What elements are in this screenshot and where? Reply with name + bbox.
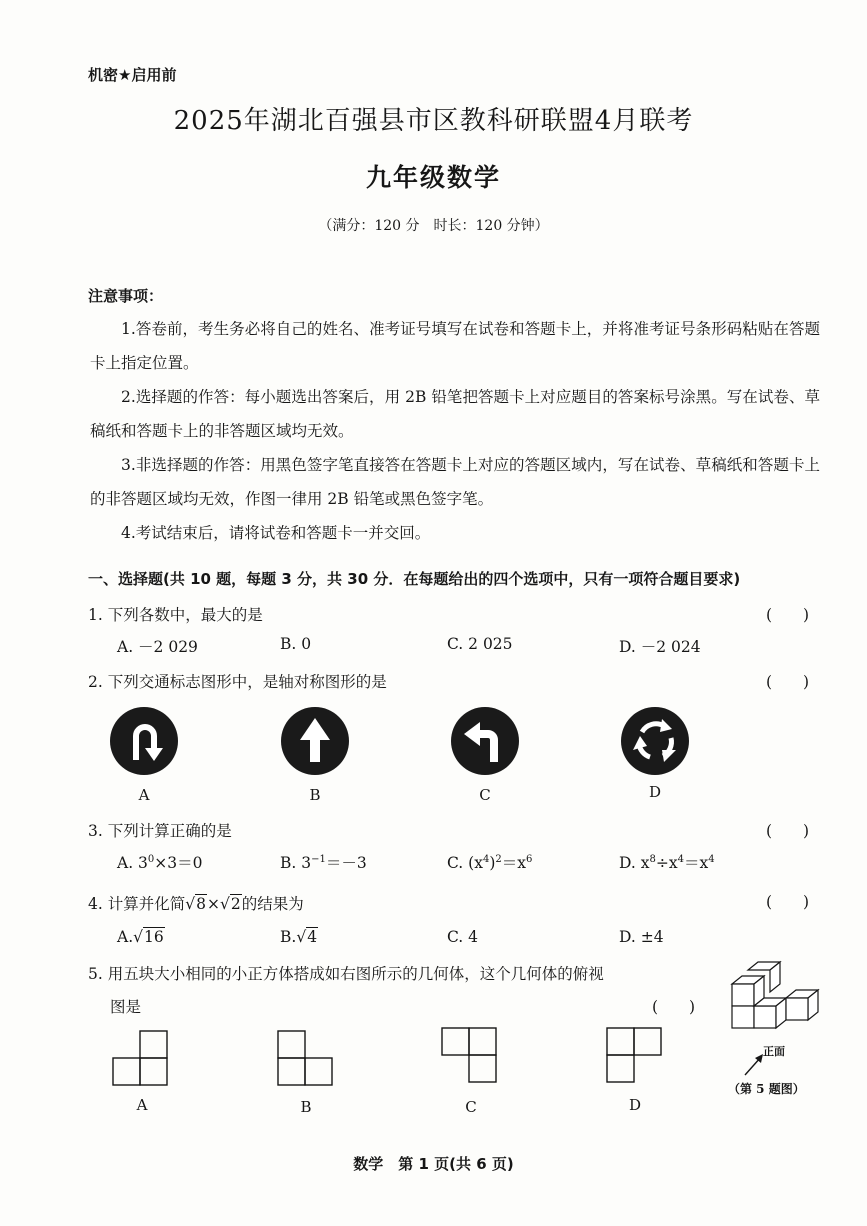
q5-label-a: A	[136, 1096, 148, 1114]
q3-option-a: A. $3^0\times 3=0$	[117, 853, 203, 872]
notice-item-3: 3.非选择题的作答：用黑色签字笔直接答在答题卡上对应的答题区域内，写在试卷、草稿纸和答题卡上的非答题区域均无效，作图一律用 2B 铅笔或黑色签字笔。	[90, 456, 820, 508]
question-4-stem: 4. 计算并化简√8×√2的结果为	[88, 895, 304, 913]
q4-option-d: D. ±4	[619, 928, 664, 946]
q5-option-c-figure	[441, 1027, 501, 1085]
answer-paren: ( )	[766, 606, 810, 624]
straight-arrow-sign-icon	[280, 706, 350, 776]
q2-label-d: D	[648, 783, 662, 801]
q2-label-c: C	[479, 786, 491, 804]
q4-option-c: C. 4	[447, 928, 479, 946]
q5-label-d: D	[628, 1096, 642, 1114]
front-view-arrow-icon	[742, 1052, 766, 1078]
q2-label-a: A	[138, 786, 150, 804]
question-5-stem-line-1: 5. 用五块大小相同的小正方体搭成如右图所示的几何体，这个几何体的俯视	[88, 965, 604, 983]
confidential-mark: 机密★启用前	[88, 66, 177, 84]
figure-caption: （第 5 题图）	[728, 1082, 805, 1096]
q2-label-b: B	[309, 786, 321, 804]
section-heading: 一、选择题(共 10 题，每题 3 分，共 30 分．在每题给出的四个选项中，只有一项符合题目要求)	[88, 570, 741, 588]
answer-paren: ( )	[766, 822, 810, 840]
q3-option-d: D. $x^8\div x^4=x^4$	[619, 853, 715, 872]
answer-paren: ( )	[652, 998, 696, 1016]
q5-solid-figure	[728, 960, 828, 1040]
q5-label-b: B	[300, 1098, 312, 1116]
score-time-info: （满分：120 分 时长：120 分钟）	[318, 218, 549, 234]
u-turn-sign-icon	[109, 706, 179, 776]
q4-option-b: B.√4	[280, 928, 318, 946]
q3-option-b: B. $3^{-1}=-3$	[280, 853, 367, 872]
notice-item-4: 4.考试结束后，请将试卷和答题卡一并交回。	[121, 524, 431, 542]
notice-heading: 注意事项：	[88, 287, 164, 305]
q5-option-d-figure	[606, 1027, 666, 1085]
subject-title: 九年级数学	[365, 163, 501, 192]
q3-option-c: C. $(x^4)^2=x^6$	[447, 853, 533, 872]
answer-paren: ( )	[766, 893, 810, 911]
question-2-stem: 2. 下列交通标志图形中，是轴对称图形的是	[88, 673, 387, 691]
q1-option-c: C. 2 025	[447, 635, 513, 653]
question-1-stem: 1. 下列各数中，最大的是	[88, 606, 263, 624]
question-5-stem-line-2: 图是	[110, 998, 142, 1016]
front-view-label: 正面	[763, 1045, 785, 1058]
exam-title: 2025年湖北百强县市区教科研联盟4月联考	[173, 106, 694, 136]
q5-option-a-figure	[112, 1030, 172, 1088]
question-3-stem: 3. 下列计算正确的是	[88, 822, 232, 840]
answer-paren: ( )	[766, 673, 810, 691]
left-turn-sign-icon	[450, 706, 520, 776]
q5-option-b-figure	[277, 1030, 337, 1088]
q1-option-d: D. －2 024	[619, 638, 701, 656]
q4-option-a: A.√16	[117, 928, 164, 946]
notice-item-1: 1.答卷前，考生务必将自己的姓名、准考证号填写在试卷和答题卡上，并将准考证号条形码粘贴在答题卡上指定位置。	[90, 320, 820, 372]
q5-label-c: C	[465, 1098, 477, 1116]
page-footer: 数学 第 1 页(共 6 页)	[353, 1155, 514, 1173]
roundabout-sign-icon	[620, 706, 690, 776]
q1-option-b: B. 0	[280, 635, 312, 653]
notice-item-2: 2.选择题的作答：每小题选出答案后，用 2B 铅笔把答题卡上对应题目的答案标号涂黑。写在试卷、草稿纸和答题卡上的非答题区域均无效。	[90, 388, 820, 440]
q1-option-a: A. －2 029	[117, 638, 198, 656]
